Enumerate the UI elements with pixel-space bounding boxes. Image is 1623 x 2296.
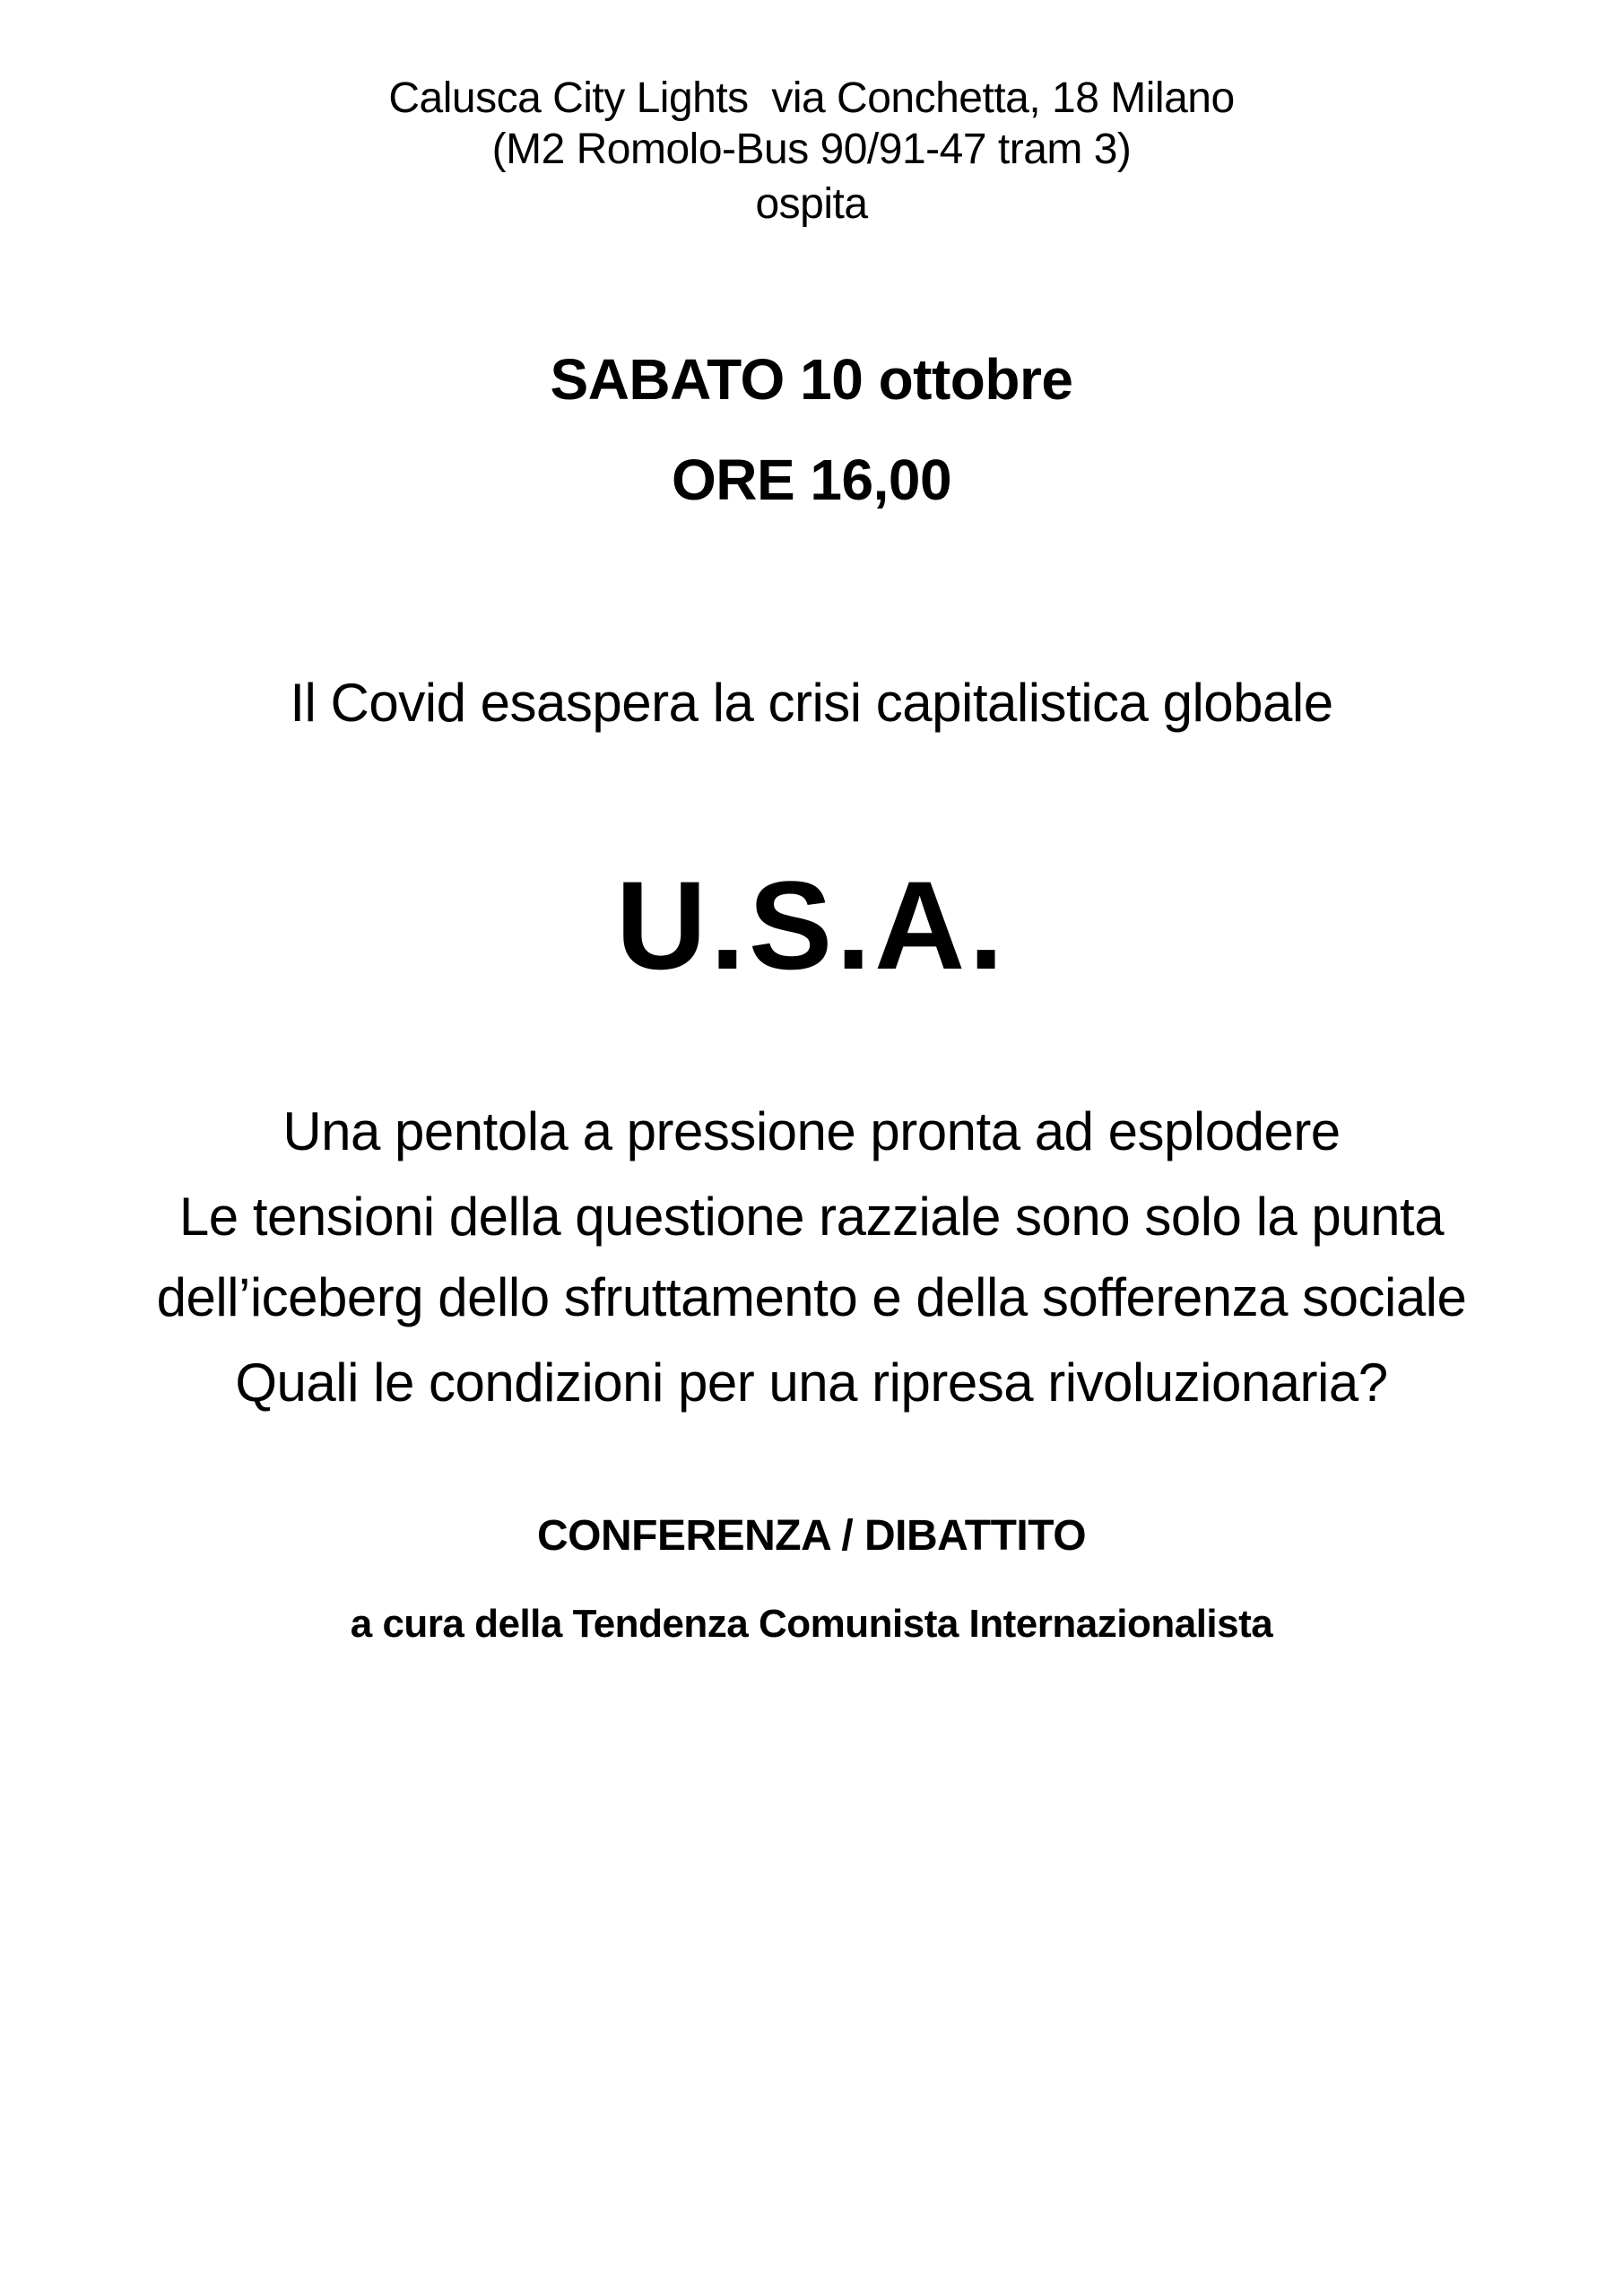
event-title: U.S.A. [615, 855, 1008, 996]
event-body-line-2: dell’iceberg dello sfruttamento e della sofferenza sociale [156, 1267, 1467, 1327]
event-question: Quali le condizioni per una ripresa rivoluzionaria? [235, 1352, 1388, 1413]
event-body-line-1: Le tensioni della questione razziale sono solo la punta [178, 1187, 1445, 1247]
event-time: ORE 16,00 [671, 448, 952, 512]
venue-address-line: Calusca City Lights via Conchetta, 18 Milano [388, 74, 1235, 122]
event-organizer: a cura della Tendenza Comunista Internazionalista [350, 1602, 1273, 1646]
event-tagline: Una pentola a pressione pronta ad esplodere [282, 1101, 1341, 1161]
event-format-label: CONFERENZA / DIBATTITO [536, 1512, 1087, 1560]
hosts-label: ospita [755, 180, 868, 228]
transit-info-line: (M2 Romolo-Bus 90/91-47 tram 3) [491, 126, 1132, 173]
event-date: SABATO 10 ottobre [550, 347, 1073, 412]
event-subtitle: Il Covid esaspera la crisi capitalistica globale [290, 673, 1333, 733]
